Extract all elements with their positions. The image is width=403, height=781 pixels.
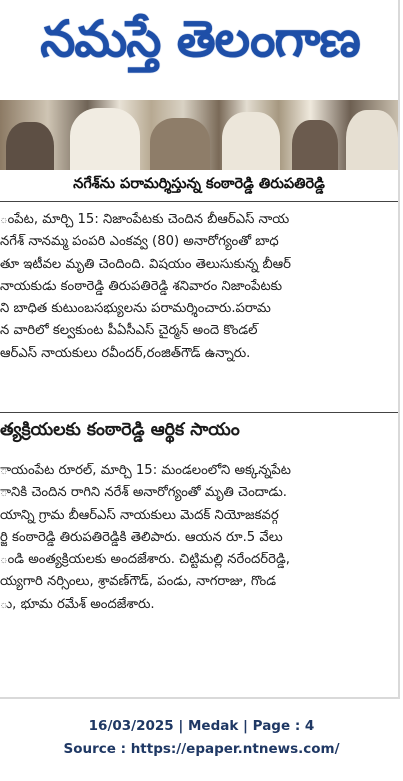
- text-line: ర్జి కంఠారెడ్డి తిరుపతిరెడ్డికి తెలిపారు. ఆయన రూ.5 వేలు: [0, 529, 283, 545]
- photo-caption: నగేశ్‌ను పరామర్శిస్తున్న కంఠారెడ్డి తిరుపతిరెడ్డి: [73, 176, 325, 192]
- text-line: య్యగారి నర్సింలు, శ్రావణ్‌గౌడ్, పండు, నాగరాజు, గొండ: [0, 574, 276, 590]
- article-1-body: [0, 209, 398, 365]
- text-line: ంపేట, మార్చి 15: నిజాంపేటకు చెందిన బీఆర్ఎస్ నాయ: [0, 212, 290, 227]
- text-line: న వారిలో కల్వకుంట పీఏసీఎస్ చైర్మన్ అందె కొండల్: [0, 323, 258, 339]
- masthead-title: నమస్తే తెలంగాణ: [40, 9, 360, 68]
- footer-meta: 16/03/2025 | Medak | Page : 4: [88, 718, 315, 734]
- text-line: తూ ఇటీవల మృతి చెందింది. విషయం తెలుసుకున్న బీఆర్: [0, 256, 291, 272]
- text-line: ాయంపేట రూరల్, మార్చి 15: మండలంలోని అక్కన్నపేట: [0, 463, 291, 478]
- text-line: యాన్ని గ్రామ బీఆర్ఎస్ నాయకులు మెదక్ నియోజకవర్గ: [0, 507, 279, 523]
- text-line: ండి అంత్యక్రియలకు అందజేశారు. చిట్టిమల్లి నరేందర్‌రెడ్డి,: [0, 552, 290, 568]
- article-2-headline: త్యక్రియలకు కంఠారెడ్డి ఆర్థిక సాయం: [0, 420, 240, 440]
- text-line: ని బాధిత కుటుంబసభ్యులను పరామర్శించారు.పరామ: [0, 301, 271, 317]
- divider: [0, 412, 398, 413]
- text-line: ానికి చెందిన రాగిని నరేశ్ అనారోగ్యంతో మృతి చెందాడు.: [0, 485, 287, 501]
- article-2-body: [0, 460, 398, 616]
- footer-source: Source : https://epaper.ntnews.com/: [63, 741, 340, 757]
- text-line: నగేశ్ నానమ్మ పంపరి ఎంకవ్వ (80) అనారోగ్యంతో బాధ: [0, 234, 279, 250]
- text-line: నాయకుడు కంఠారెడ్డి తిరుపతిరెడ్డి శనివారం నిజాంపేటకు: [0, 278, 283, 294]
- divider: [0, 201, 398, 202]
- news-photo: [0, 100, 398, 170]
- text-line: ఆర్ఎస్ నాయకులు రవీందర్,రంజిత్‌గౌడ్ ఉన్నారు.: [0, 345, 251, 361]
- text-line: ు, భూమ రమేశ్ అందజేశారు.: [0, 596, 155, 612]
